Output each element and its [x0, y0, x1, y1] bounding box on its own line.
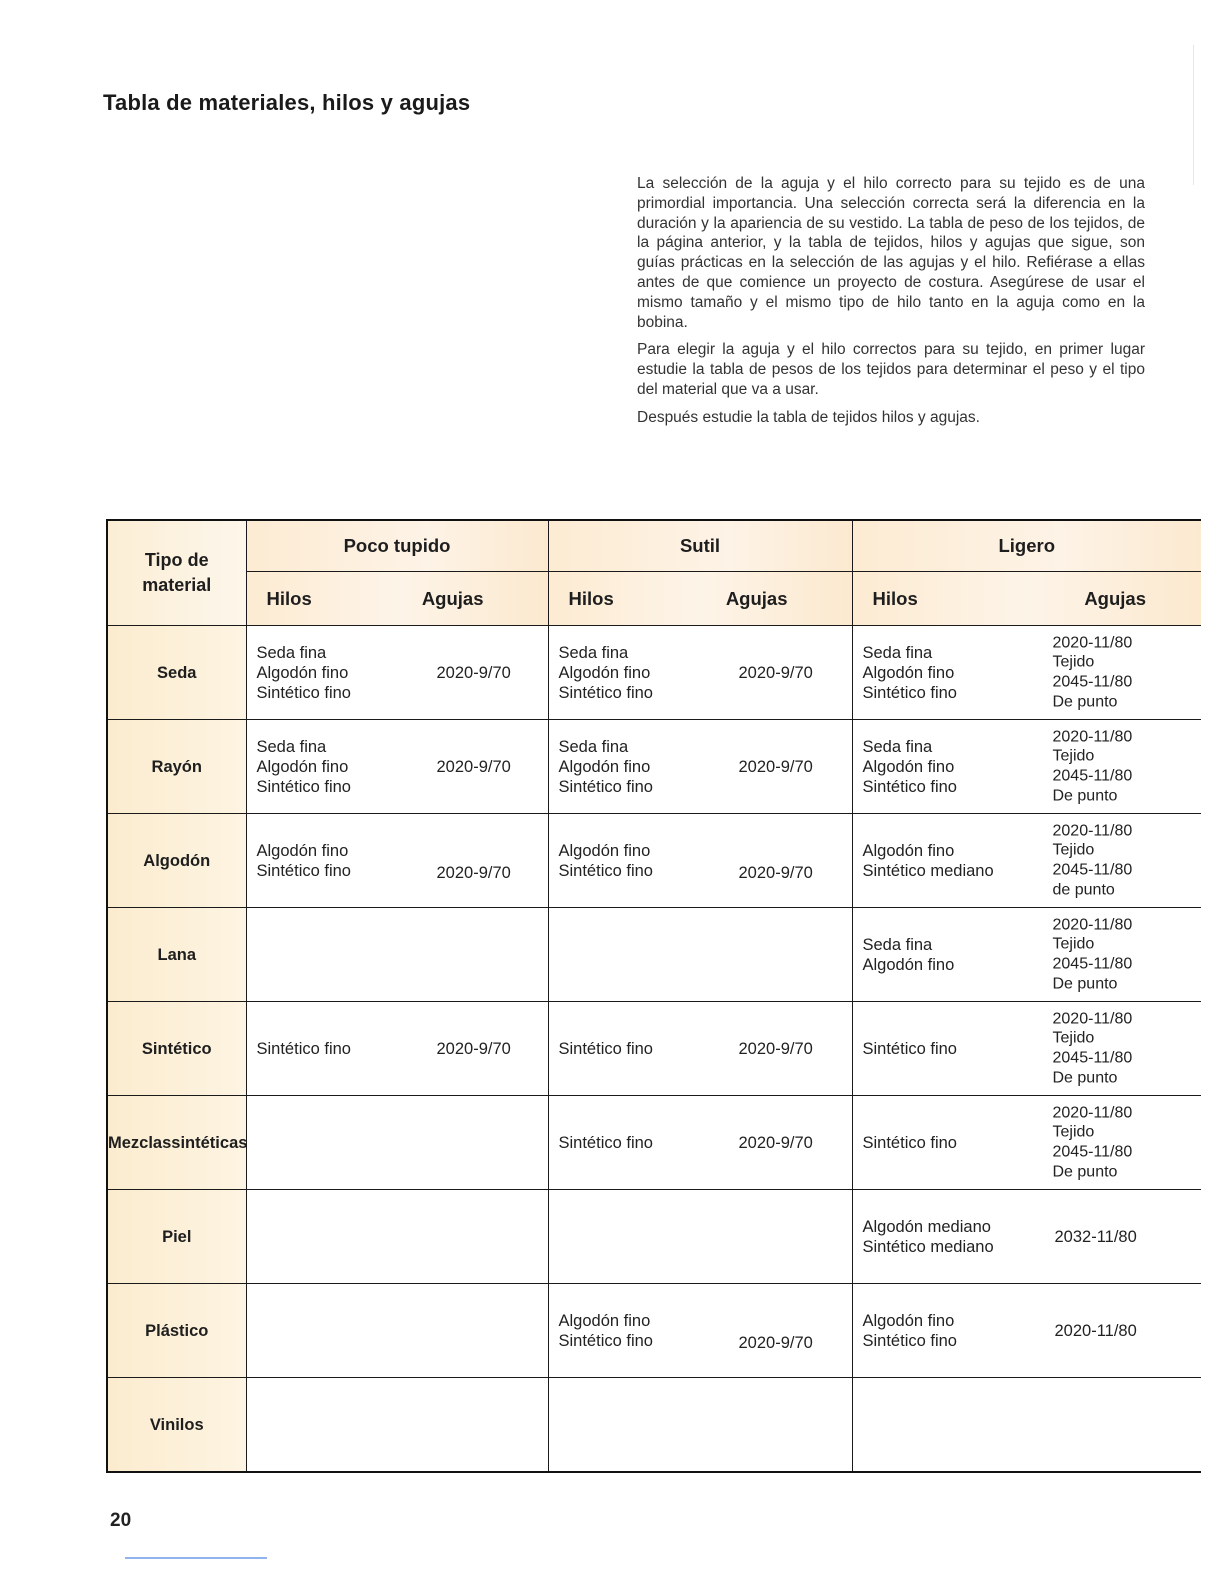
table-cell [246, 1096, 548, 1190]
table-row [107, 1378, 1201, 1473]
agujas-list [1055, 1321, 1137, 1341]
aguja-item: 2020-11/80 [1054, 1321, 1137, 1340]
table-cell [548, 908, 852, 1002]
material-name [107, 1284, 246, 1378]
hilo-item: Algodón fino [558, 1311, 651, 1330]
table-cell [246, 1190, 548, 1284]
aguja-item: 2045-11/80 [1052, 955, 1133, 973]
hilos-list [863, 935, 955, 975]
hilo-item: Sintético fino [558, 683, 653, 702]
aguja-item: 2020-9/70 [738, 663, 813, 682]
agujas-list [1053, 727, 1133, 806]
tipo-header-line: Tipo [144, 550, 183, 570]
aguja-item: 2020-9/70 [738, 757, 813, 776]
hilo-item: Sintético fino [862, 1133, 957, 1152]
material-name-line: Rayón [151, 757, 202, 776]
margin-rule [1193, 45, 1194, 185]
page-number: 20 [110, 1510, 132, 1531]
table-row [107, 720, 1201, 814]
subheader-hilos: Hilos [568, 587, 614, 609]
material-name-line: Algodón [143, 851, 211, 870]
table-cell [246, 1284, 548, 1378]
material-name-line: sintéticas [171, 1133, 248, 1152]
tipo-header-line: material [142, 575, 212, 595]
material-name-line: Vinilos [149, 1415, 204, 1434]
hilo-item: Algodón fino [558, 757, 651, 776]
hilos-list [257, 643, 351, 703]
hilo-item: Algodón fino [862, 1311, 955, 1330]
hilo-item: Sintético mediano [862, 1237, 994, 1256]
hilo-item: Sintético fino [862, 1331, 957, 1350]
hilos-list [863, 1133, 957, 1153]
agujas-list [739, 1333, 813, 1353]
hilo-item: Seda fina [862, 737, 933, 756]
aguja-item: 2020-9/70 [738, 864, 813, 882]
aguja-item: De punto [1052, 1163, 1118, 1181]
hilo-item: Sintético fino [558, 861, 653, 880]
agujas-list [1053, 1009, 1133, 1088]
material-name-line: Plástico [145, 1321, 209, 1340]
intro-paragraph-2: Para elegir la aguja y el hilo correctos para su tejido, en primer lugar estudie la tabla de pesos de los tejidos para determinar el peso y el tipo del material que va a usar. [637, 341, 1145, 398]
aguja-item: 2020-9/70 [436, 663, 511, 682]
table-cell [548, 1190, 852, 1284]
agujas-list [739, 1133, 813, 1153]
hilo-item: Sintético fino [558, 1133, 653, 1152]
aguja-item: Tejido [1052, 935, 1095, 953]
table-row [107, 1284, 1201, 1378]
hilos-list [257, 841, 351, 881]
table-cell [548, 1002, 852, 1096]
table-cell [548, 1096, 852, 1190]
page-title: Tabla de materiales, hilos y agujas [103, 90, 471, 115]
hilos-list [559, 1133, 653, 1153]
agujas-list [1053, 1103, 1133, 1182]
agujas-list [437, 663, 511, 683]
table-row [107, 1002, 1201, 1096]
table-cell [852, 1190, 1201, 1284]
tipo-header [107, 520, 246, 626]
material-name [107, 814, 246, 908]
material-name [107, 626, 246, 720]
table-cell [548, 720, 852, 814]
table-cell [852, 720, 1201, 814]
group-header-sutil: Sutil [548, 520, 852, 572]
aguja-item: 2020-9/70 [738, 1133, 813, 1152]
table-cell [852, 626, 1201, 720]
aguja-item: 2045-11/80 [1052, 673, 1133, 691]
hilo-item: Algodón fino [862, 757, 955, 776]
hilo-item: Algodón mediano [862, 1217, 991, 1236]
aguja-item: 2020-11/80 [1052, 727, 1133, 745]
table-row [107, 908, 1201, 1002]
agujas-list [1053, 915, 1133, 994]
agujas-list [739, 1039, 813, 1059]
hilo-item: Seda fina [862, 935, 933, 954]
hilos-list [257, 1039, 351, 1059]
table-cell [548, 1378, 852, 1473]
table-cell [852, 1378, 1201, 1473]
agujas-list [739, 757, 813, 777]
aguja-item: Tejido [1052, 747, 1095, 765]
hilo-item: Sintético mediano [862, 861, 994, 880]
aguja-item: 2020-11/80 [1052, 1103, 1133, 1121]
table-row [107, 1096, 1201, 1190]
aguja-item: 2020-9/70 [436, 1039, 511, 1058]
table-row [107, 626, 1201, 720]
hilo-item: Algodón fino [558, 663, 651, 682]
table-cell [246, 626, 548, 720]
aguja-item: 2020-11/80 [1052, 821, 1133, 839]
subheader-hilos: Hilos [266, 587, 312, 609]
aguja-item: 2020-11/80 [1052, 633, 1133, 651]
hilo-item: Seda fina [862, 643, 933, 662]
hilo-item: Seda fina [558, 737, 629, 756]
agujas-list [437, 757, 511, 777]
hilos-list [863, 1311, 957, 1351]
aguja-item: de punto [1052, 881, 1115, 899]
material-name [107, 1190, 246, 1284]
table-row [107, 814, 1201, 908]
aguja-item: 2020-11/80 [1052, 915, 1133, 933]
aguja-item: 2045-11/80 [1052, 1143, 1133, 1161]
table-cell [246, 720, 548, 814]
hilo-item: Algodón fino [558, 841, 651, 860]
hilo-item: Sintético fino [558, 1039, 653, 1058]
material-name [107, 1378, 246, 1473]
agujas-list [1053, 821, 1133, 900]
intro-text [637, 174, 1145, 436]
group-header-ligero: Ligero [852, 520, 1201, 572]
hilo-item: Algodón fino [862, 663, 955, 682]
material-name [107, 908, 246, 1002]
material-name [107, 1096, 246, 1190]
table-cell [852, 1096, 1201, 1190]
aguja-item: Tejido [1052, 841, 1095, 859]
hilo-item: Algodón fino [862, 955, 955, 974]
aguja-item: 2020-11/80 [1052, 1009, 1133, 1027]
table-cell [852, 908, 1201, 1002]
material-name-line: Lana [157, 945, 196, 964]
hilo-item: Sintético fino [558, 777, 653, 796]
aguja-item: 2020-9/70 [738, 1334, 813, 1352]
aguja-item: 2032-11/80 [1054, 1227, 1137, 1246]
hilos-list [863, 1039, 957, 1059]
hilos-list [257, 737, 351, 797]
agujas-list [739, 863, 813, 883]
aguja-item: 2045-11/80 [1052, 767, 1133, 785]
hilo-item: Sintético fino [256, 777, 351, 796]
aguja-item: 2020-9/70 [436, 757, 511, 776]
table-cell [548, 626, 852, 720]
hilos-list [863, 643, 957, 703]
aguja-item: 2045-11/80 [1052, 861, 1133, 879]
hilo-item: Sintético fino [256, 861, 351, 880]
material-name [107, 1002, 246, 1096]
hilo-item: Algodón fino [256, 841, 349, 860]
hilo-item: Algodón fino [862, 841, 955, 860]
aguja-item: Tejido [1052, 1029, 1095, 1047]
table-cell [852, 1284, 1201, 1378]
intro-paragraph-1: La selección de la aguja y el hilo correcto para su tejido es de una primordial importancia. Una selección correcta será la diferencia en la duración y la apariencia de su vestido. La tabla de peso de los tejidos, de la página anterior, y la tabla de tejidos, hilos y agujas que sigue, son guías prácticas en la selección de las agujas y el hilo. Refiérase a ellas antes de que comience un proyecto de costura. Asegúrese de usar el mismo tamaño y el mismo tipo de hilo tanto en la aguja como en la bobina. [637, 175, 1145, 331]
hilos-list [863, 841, 994, 881]
hilos-list [863, 737, 957, 797]
hilos-list [559, 737, 653, 797]
aguja-item: 2020-9/70 [436, 864, 511, 882]
material-name-line: Mezclas [108, 1133, 172, 1152]
table-cell [548, 1284, 852, 1378]
subheader-ligero [852, 572, 1201, 626]
hilos-list [559, 1311, 653, 1351]
agujas-list [739, 663, 813, 683]
hilo-item: Sintético fino [862, 1039, 957, 1058]
hilo-item: Seda fina [256, 643, 327, 662]
link-underline [125, 1557, 267, 1559]
hilo-item: Seda fina [558, 643, 629, 662]
hilo-item: Sintético fino [862, 683, 957, 702]
subheader-poco-tupido [246, 572, 548, 626]
hilos-list [559, 1039, 653, 1059]
aguja-item: 2045-11/80 [1052, 1049, 1133, 1067]
hilo-item: Sintético fino [558, 1331, 653, 1350]
table-cell [852, 814, 1201, 908]
aguja-item: Tejido [1052, 1123, 1095, 1141]
table-cell [246, 1002, 548, 1096]
subheader-hilos: Hilos [872, 587, 918, 609]
table-cell [246, 908, 548, 1002]
intro-paragraph-3: Después estudie la tabla de tejidos hilos y agujas. [637, 408, 980, 426]
aguja-item: 2020-9/70 [738, 1039, 813, 1058]
hilo-item: Sintético fino [862, 777, 957, 796]
material-name-line: Sintético [141, 1039, 212, 1058]
subheader-agujas: Agujas [1084, 587, 1146, 609]
material-name-line: Piel [162, 1227, 192, 1246]
table-cell [548, 814, 852, 908]
agujas-list [1055, 1227, 1137, 1247]
table-cell [246, 1378, 548, 1473]
hilo-item: Algodón fino [256, 757, 349, 776]
table-cell [246, 814, 548, 908]
hilo-item: Seda fina [256, 737, 327, 756]
hilo-item: Sintético fino [256, 1039, 351, 1058]
agujas-list [437, 1039, 511, 1059]
agujas-list [1053, 633, 1133, 712]
material-name-line: Seda [157, 663, 197, 682]
hilos-list [559, 841, 653, 881]
table-cell [852, 1002, 1201, 1096]
agujas-list [437, 863, 511, 883]
subheader-agujas: Agujas [725, 587, 788, 609]
group-header-poco-tupido: Poco tupido [246, 520, 548, 572]
subheader-sutil [548, 572, 852, 626]
table-row [107, 1190, 1201, 1284]
tipo-header-line: de [187, 550, 209, 570]
hilos-list [863, 1217, 994, 1257]
subheader-agujas: Agujas [421, 587, 484, 609]
material-name [107, 720, 246, 814]
aguja-item: De punto [1052, 975, 1118, 993]
hilo-item: Algodón fino [256, 663, 349, 682]
aguja-item: Tejido [1052, 653, 1095, 671]
hilos-list [559, 643, 653, 703]
aguja-item: De punto [1052, 787, 1118, 805]
aguja-item: De punto [1052, 1069, 1118, 1087]
materials-table [106, 519, 1201, 1473]
aguja-item: De punto [1052, 693, 1118, 711]
hilo-item: Sintético fino [256, 683, 351, 702]
